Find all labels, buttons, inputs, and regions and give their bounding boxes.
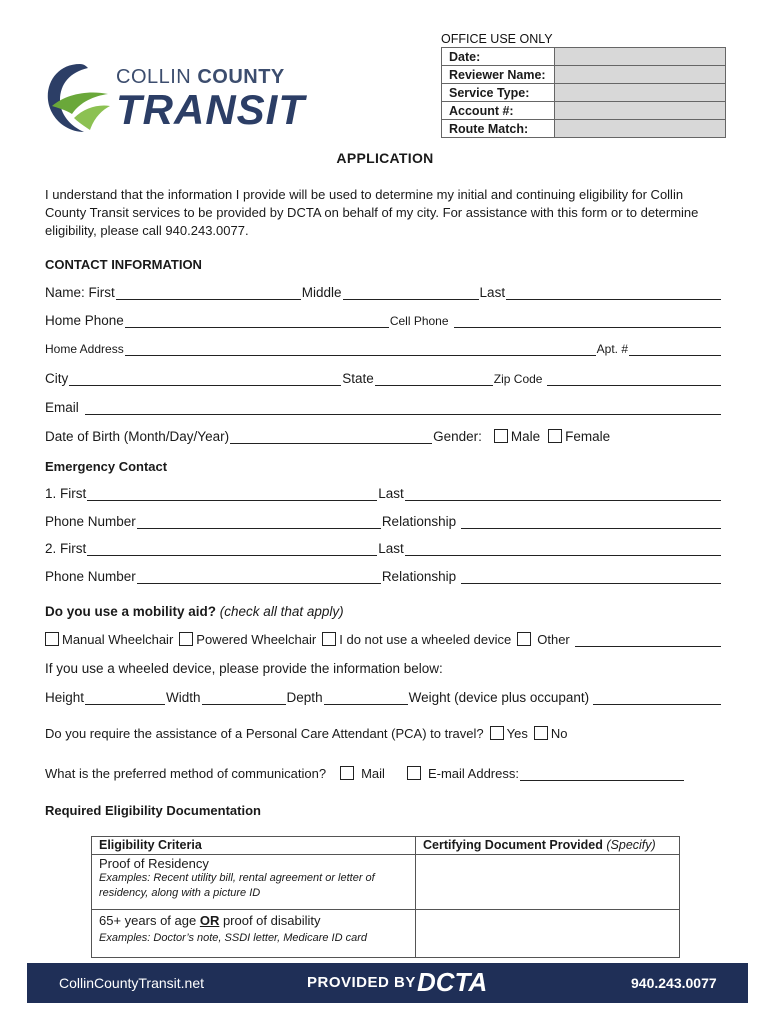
residency-examples: Examples: Recent utility bill, rental agreement or letter of residency, along with a picture ID (99, 872, 375, 899)
pca-yes-label: Yes (506, 726, 528, 741)
pca-yes-checkbox[interactable] (490, 726, 504, 740)
email-pref-field[interactable] (520, 768, 684, 781)
other-mobility-label: Other (537, 632, 570, 647)
city-row (45, 371, 722, 386)
emergency2-first-field[interactable] (87, 543, 377, 556)
emergency2-name-row (45, 541, 722, 556)
emergency2-last-field[interactable] (405, 543, 721, 556)
age-disability-title: 65+ years of age OR proof of disability (99, 913, 321, 928)
emergency2-phone-label: Phone Number (45, 569, 136, 584)
emergency2-phone-row (45, 569, 722, 584)
logo-swoosh-icon (44, 60, 116, 138)
emergency1-first-label: 1. First (45, 486, 87, 501)
age-disability-document-field[interactable] (416, 910, 680, 958)
emergency1-phone-row (45, 514, 722, 529)
footer-provided-by: PROVIDED BY (307, 974, 416, 991)
mobility-question: Do you use a mobility aid? (check all that apply) (45, 604, 344, 619)
mail-label: Mail (361, 766, 385, 781)
no-wheeled-device-label: I do not use a wheeled device (339, 632, 512, 647)
logo-text-transit: TRANSIT (116, 86, 305, 133)
emergency1-last-field[interactable] (405, 488, 721, 501)
other-mobility-checkbox[interactable] (517, 632, 531, 646)
first-name-label: Name: First (45, 285, 115, 300)
communication-row (45, 766, 722, 781)
powered-wheelchair-checkbox[interactable] (179, 632, 193, 646)
address-row (45, 342, 722, 356)
office-row-label: Route Match: (442, 120, 555, 138)
middle-name-field[interactable] (343, 287, 479, 300)
eligibility-heading: Required Eligibility Documentation (45, 803, 261, 818)
mobility-options-row (45, 632, 722, 647)
collin-county-transit-logo (44, 60, 344, 138)
width-field[interactable] (202, 692, 286, 705)
zip-label: Zip Code (493, 372, 543, 386)
office-account-field[interactable] (555, 102, 726, 120)
manual-wheelchair-checkbox[interactable] (45, 632, 59, 646)
dob-label: Date of Birth (Month/Day/Year) (45, 429, 230, 444)
footer-website[interactable]: CollinCountyTransit.net (59, 975, 204, 991)
age-disability-examples: Examples: Doctor’s note, SSDI letter, Medicare ID card (99, 932, 367, 944)
emergency2-last-label: Last (378, 541, 404, 556)
middle-name-label: Middle (301, 285, 342, 300)
height-field[interactable] (85, 692, 165, 705)
pca-question: Do you require the assistance of a Personal Care Attendant (PCA) to travel? (45, 726, 484, 741)
cell-phone-field[interactable] (454, 315, 721, 328)
office-reviewer-field[interactable] (555, 66, 726, 84)
communication-question: What is the preferred method of communication? (45, 766, 327, 781)
last-name-field[interactable] (506, 287, 721, 300)
emergency2-relationship-field[interactable] (461, 571, 721, 584)
male-label: Male (510, 429, 541, 444)
email-field[interactable] (85, 402, 721, 415)
city-field[interactable] (69, 373, 341, 386)
emergency1-phone-field[interactable] (137, 516, 381, 529)
first-name-field[interactable] (116, 287, 301, 300)
name-row (45, 285, 722, 300)
office-service-type-field[interactable] (555, 84, 726, 102)
weight-field[interactable] (593, 692, 721, 705)
office-row-label: Service Type: (442, 84, 555, 102)
office-row-label: Date: (442, 48, 555, 66)
zip-field[interactable] (547, 373, 721, 386)
office-route-match-field[interactable] (555, 120, 726, 138)
pca-no-checkbox[interactable] (534, 726, 548, 740)
emergency2-first-label: 2. First (45, 541, 87, 556)
home-address-field[interactable] (125, 343, 596, 356)
residency-criteria-cell (92, 855, 416, 910)
emergency1-first-field[interactable] (87, 488, 377, 501)
contact-heading: CONTACT INFORMATION (45, 257, 202, 272)
width-label: Width (166, 690, 201, 705)
office-row-label: Reviewer Name: (442, 66, 555, 84)
pca-no-label: No (550, 726, 568, 741)
residency-title: Proof of Residency (99, 856, 209, 871)
logo-text-collin-county: COLLIN COUNTY (116, 66, 285, 88)
emergency2-phone-field[interactable] (137, 571, 381, 584)
wheeled-device-prompt: If you use a wheeled device, please provide the information below: (45, 661, 443, 676)
state-field[interactable] (375, 373, 493, 386)
depth-label: Depth (286, 690, 323, 705)
email-pref-checkbox[interactable] (407, 766, 421, 780)
dob-row (45, 429, 722, 444)
emergency1-phone-label: Phone Number (45, 514, 136, 529)
emergency1-name-row (45, 486, 722, 501)
office-use-table (441, 47, 726, 138)
dob-field[interactable] (230, 431, 432, 444)
no-wheeled-device-checkbox[interactable] (322, 632, 336, 646)
emergency-heading: Emergency Contact (45, 459, 168, 474)
emergency1-relationship-label: Relationship (381, 514, 457, 529)
home-address-label: Home Address (45, 342, 124, 356)
female-checkbox[interactable] (548, 429, 562, 443)
dcta-logo: DCTA (417, 967, 488, 997)
emergency2-relationship-label: Relationship (381, 569, 457, 584)
footer-banner (27, 963, 748, 1003)
footer-phone: 940.243.0077 (631, 975, 717, 991)
device-dimensions-row (45, 690, 722, 705)
eligibility-criteria-header: Eligibility Criteria (92, 837, 416, 855)
apt-field[interactable] (629, 343, 721, 356)
office-date-field[interactable] (555, 48, 726, 66)
office-row-label: Account #: (442, 102, 555, 120)
manual-wheelchair-label: Manual Wheelchair (62, 632, 174, 647)
pca-row (45, 726, 722, 741)
gender-label: Gender: (433, 429, 482, 444)
email-row (45, 400, 722, 415)
male-checkbox[interactable] (494, 429, 508, 443)
last-name-label: Last (479, 285, 506, 300)
page-title: APPLICATION (336, 150, 434, 166)
home-phone-label: Home Phone (45, 313, 124, 328)
powered-wheelchair-label: Powered Wheelchair (196, 632, 317, 647)
residency-document-field[interactable] (416, 855, 680, 910)
office-use-label: OFFICE USE ONLY (441, 32, 553, 46)
phone-row (45, 313, 722, 328)
eligibility-table (91, 836, 680, 958)
home-phone-field[interactable] (125, 315, 389, 328)
state-label: State (342, 371, 374, 386)
female-label: Female (565, 429, 611, 444)
other-mobility-field[interactable] (575, 634, 721, 647)
mail-checkbox[interactable] (340, 766, 354, 780)
age-disability-criteria-cell (92, 910, 416, 958)
cell-phone-label: Cell Phone (389, 314, 449, 328)
apt-label: Apt. # (596, 342, 628, 356)
intro-paragraph: I understand that the information I provide will be used to determine my initial and continuing eligibility for Collin County Transit services to be provided by DCTA on behalf of my city. For assistance with this form or to determine eligibility, please call 940.243.0077. (45, 187, 699, 238)
email-pref-label: E-mail Address: (427, 766, 519, 781)
certifying-document-header: Certifying Document Provided (Specify) (416, 837, 680, 855)
email-label: Email (45, 400, 79, 415)
height-label: Height (45, 690, 85, 705)
city-label: City (45, 371, 69, 386)
emergency1-relationship-field[interactable] (461, 516, 721, 529)
emergency1-last-label: Last (378, 486, 404, 501)
depth-field[interactable] (324, 692, 408, 705)
weight-label: Weight (device plus occupant) (408, 690, 590, 705)
